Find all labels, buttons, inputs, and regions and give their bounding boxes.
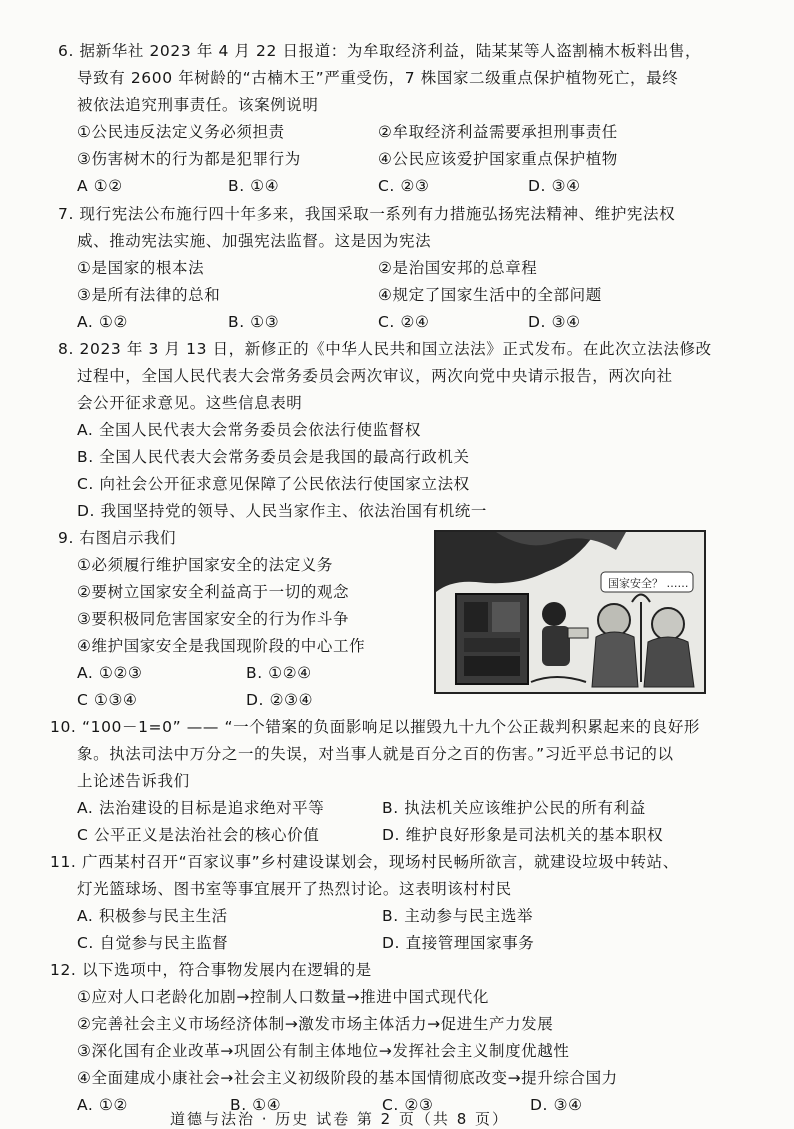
q12-item-1: ①应对人口老龄化加剧→控制人口数量→推进中国式现代化 [77, 988, 489, 1006]
q8-option-a: A. 全国人民代表大会常务委员会依法行使监督权 [77, 421, 421, 439]
q12-option-d: D. ③④ [530, 1096, 583, 1114]
q7-item-1: ①是国家的根本法 [77, 259, 205, 277]
q6-option-d: D. ③④ [528, 177, 581, 195]
q7-option-b: B. ①③ [228, 313, 280, 331]
q6-item-4: ④公民应该爱护国家重点保护植物 [378, 150, 618, 168]
q9-option-b: B. ①②④ [246, 664, 312, 682]
q7-item-2: ②是治国安邦的总章程 [378, 259, 538, 277]
q8-stem-line-2: 过程中，全国人民代表大会常务委员会两次审议，两次向党中央请示报告，两次向社 [77, 367, 673, 385]
q10-stem-line-2: 象。执法司法中万分之一的失误，对当事人就是百分之百的伤害。”习近平总书记的以 [77, 745, 674, 763]
q9-item-4: ④维护国家安全是我国现阶段的中心工作 [77, 637, 366, 655]
q9-item-3: ③要积极同危害国家安全的行为作斗争 [77, 610, 350, 628]
q6-option-b: B. ①④ [228, 177, 280, 195]
q12-item-2: ②完善社会主义市场经济体制→激发市场主体活力→促进生产力发展 [77, 1015, 554, 1033]
q12-option-a: A. ①② [77, 1096, 128, 1114]
q7-item-3: ③是所有法律的总和 [77, 286, 221, 304]
q7-stem-line-1: 7. 现行宪法公布施行四十年多来，我国采取一系列有力措施弘扬宪法精神、维护宪法权 [58, 205, 676, 223]
q11-option-c: C. 自觉参与民主监督 [77, 934, 229, 952]
q10-option-c: C 公平正义是法治社会的核心价值 [77, 826, 320, 844]
q10-option-d: D. 维护良好形象是司法机关的基本职权 [382, 826, 664, 844]
q7-option-d: D. ③④ [528, 313, 581, 331]
q9-option-d: D. ②③④ [246, 691, 314, 709]
q6-item-2: ②牟取经济利益需要承担刑事责任 [378, 123, 618, 141]
q6-item-1: ①公民违反法定义务必须担责 [77, 123, 285, 141]
q11-stem-line-1: 11. 广西某村召开“百家议事”乡村建设谋划会，现场村民畅所欲言，就建设垃圾中转站、 [50, 853, 679, 871]
q9-item-2: ②要树立国家安全利益高于一切的观念 [77, 583, 350, 601]
q6-item-3: ③伤害树木的行为都是犯罪行为 [77, 150, 301, 168]
cartoon-drawing [436, 532, 704, 692]
q11-stem-line-2: 灯光篮球场、图书室等事宜展开了热烈讨论。这表明该村村民 [77, 880, 512, 898]
q12-item-3: ③深化国有企业改革→巩固公有制主体地位→发挥社会主义制度优越性 [77, 1042, 570, 1060]
cartoon-speech-text: 国家安全？ …… [608, 577, 689, 590]
q10-option-a: A. 法治建设的目标是追求绝对平等 [77, 799, 325, 817]
q6-option-a: A ①② [77, 177, 123, 195]
q6-stem-line-3: 被依法追究刑事责任。该案例说明 [77, 96, 319, 114]
national-security-cartoon [434, 530, 706, 694]
q9-stem: 9. 右图启示我们 [58, 529, 177, 547]
q8-option-c: C. 向社会公开征求意见保障了公民依法行使国家立法权 [77, 475, 470, 493]
q6-option-c: C. ②③ [378, 177, 430, 195]
q12-option-b: B. ①④ [230, 1096, 282, 1114]
q6-stem-line-2: 导致有 2600 年树龄的“古楠木王”严重受伤，7 株国家二级重点保护植物死亡，最终 [77, 69, 679, 87]
q12-option-c: C. ②③ [382, 1096, 434, 1114]
q7-stem-line-2: 威、推动宪法实施、加强宪法监督。这是因为宪法 [77, 232, 432, 250]
q8-option-b: B. 全国人民代表大会常务委员会是我国的最高行政机关 [77, 448, 470, 466]
q8-stem-line-3: 会公开征求意见。这些信息表明 [77, 394, 303, 412]
q12-item-4: ④全面建成小康社会→社会主义初级阶段的基本国情彻底改变→提升综合国力 [77, 1069, 618, 1087]
q10-stem-line-3: 上论述告诉我们 [77, 772, 190, 790]
page-footer: 道德与法治 · 历史 试卷 第 2 页（共 8 页） [170, 1110, 510, 1128]
q11-option-a: A. 积极参与民主生活 [77, 907, 228, 925]
q9-option-a: A. ①②③ [77, 664, 143, 682]
q7-option-c: C. ②④ [378, 313, 430, 331]
q7-option-a: A. ①② [77, 313, 128, 331]
q11-option-d: D. 直接管理国家事务 [382, 934, 535, 952]
q12-stem: 12. 以下选项中，符合事物发展内在逻辑的是 [50, 961, 372, 979]
q8-stem-line-1: 8. 2023 年 3 月 13 日，新修正的《中华人民共和国立法法》正式发布。在此次立法法修改 [58, 340, 712, 358]
q10-stem-line-1: 10. “100－1=0” —— “一个错案的负面影响足以摧毁九十九个公正裁判积累起来的良好形 [50, 718, 701, 736]
q7-item-4: ④规定了国家生活中的全部问题 [378, 286, 602, 304]
q8-option-d: D. 我国坚持党的领导、人民当家作主、依法治国有机统一 [77, 502, 487, 520]
q9-option-c: C ①③④ [77, 691, 138, 709]
q11-option-b: B. 主动参与民主选举 [382, 907, 534, 925]
q6-stem-line-1: 6. 据新华社 2023 年 4 月 22 日报道：为牟取经济利益，陆某某等人盗割楠木板料出售， [58, 42, 702, 60]
q9-item-1: ①必须履行维护国家安全的法定义务 [77, 556, 333, 574]
q10-option-b: B. 执法机关应该维护公民的所有利益 [382, 799, 646, 817]
